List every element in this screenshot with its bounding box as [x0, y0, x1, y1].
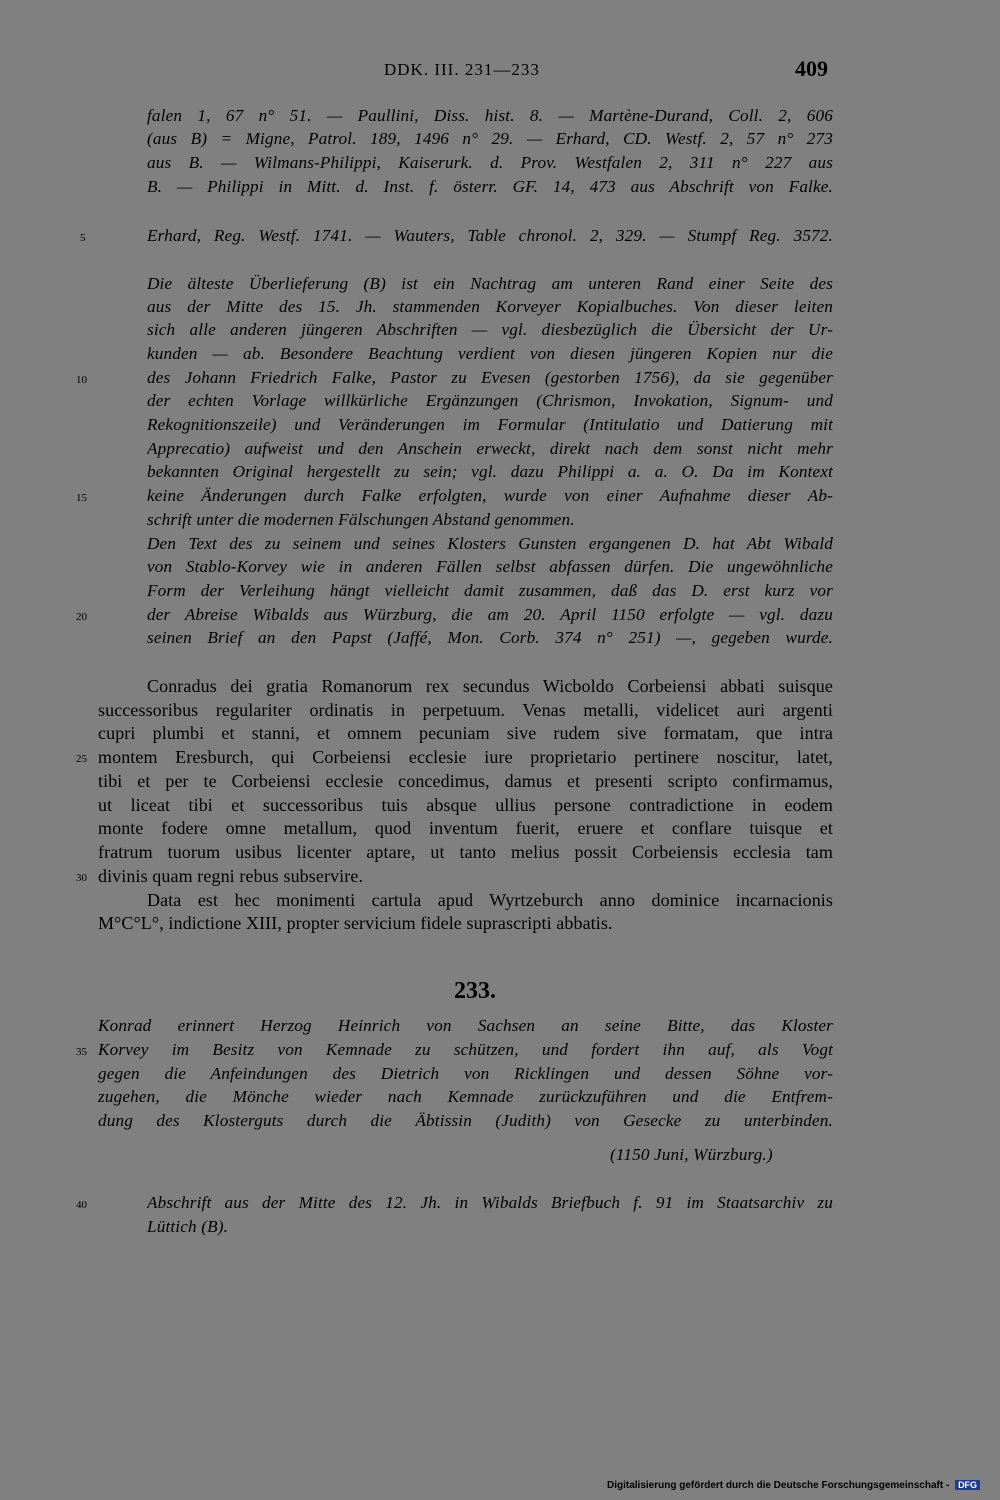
text-line: der Abreise Wibalds aus Würzburg, die am 20. April 1150 erfolgte — vgl. dazu [147, 605, 833, 624]
text-line: (aus B) = Migne, Patrol. 189, 1496 n° 29. — Erhard, CD. Westf. 2, 57 n° 273 [147, 129, 833, 148]
text-line: Rekognitionszeile) und Veränderungen im Formular (Intitulatio und Datierung mit [147, 415, 833, 434]
line-number: 20 [76, 611, 87, 623]
document-number: 233. [454, 978, 496, 1004]
text-line: monte fodere omne metallum, quod inventum fuerit, eruere et conflare tuisque et [98, 818, 833, 838]
text-line: montem Eresburch, qui Corbeiensi ecclesie iure proprietario pertinere noscitur, latet, [98, 747, 833, 767]
line-number: 5 [80, 232, 86, 244]
text-line: schrift unter die modernen Fälschungen Abstand genommen. [147, 510, 575, 529]
text-line: Die älteste Überlieferung (B) ist ein Nachtrag am unteren Rand einer Seite des [147, 274, 833, 293]
line-number: 30 [76, 872, 87, 884]
text-line: divinis quam regni rebus subservire. [98, 866, 364, 886]
page-number: 409 [795, 56, 828, 81]
text-line: successoribus regulariter ordinatis in perpetuum. Venas metalli, videlicet auri argenti [98, 700, 833, 720]
text-line: sich alle anderen jüngeren Abschriften — vgl. diesbezüglich die Übersicht der Ur- [147, 320, 833, 339]
text-line: cupri plumbi et stanni, et omnem pecuniam sive rudem sive formatam, que intra [98, 723, 833, 743]
text-line: dung des Klosterguts durch die Äbtissin (Judith) von Gesecke zu unterbinden. [98, 1111, 833, 1130]
text-line: seinen Brief an den Papst (Jaffé, Mon. Corb. 374 n° 251) —, gegeben wurde. [147, 628, 833, 647]
text-line: M°C°L°, indictione XIII, propter servicium fidele suprascripti abbatis. [98, 913, 613, 933]
text-line: zugehen, die Mönche wieder nach Kemnade zurückzuführen und die Entfrem- [98, 1087, 833, 1106]
line-number: 40 [76, 1199, 87, 1211]
running-head: DDK. III. 231—233 [384, 60, 540, 79]
page-header [0, 58, 1000, 88]
text-line: keine Änderungen durch Falke erfolgten, wurde von einer Aufnahme dieser Ab- [147, 486, 833, 505]
text-line: aus B. — Wilmans-Philippi, Kaiserurk. d. Prov. Westfalen 2, 311 n° 227 aus [147, 153, 833, 172]
line-number: 15 [76, 492, 87, 504]
text-line: Korvey im Besitz von Kemnade zu schützen, und fordert ihn auf, als Vogt [98, 1040, 833, 1059]
text-line: der echten Vorlage willkürliche Ergänzungen (Chrismon, Invokation, Signum- und [147, 391, 833, 410]
text-line: falen 1, 67 n° 51. — Paullini, Diss. hist. 8. — Martène-Durand, Coll. 2, 606 [147, 106, 833, 125]
text-line: Lüttich (B). [147, 1217, 229, 1236]
text-line: tibi et per te Corbeiensi ecclesie concedimus, damus et presenti scripto confirmamus, [98, 771, 833, 791]
line-number: 10 [76, 374, 87, 386]
text-line: fratrum tuorum usibus licenter aptare, ut tanto melius possit Corbeiensis ecclesia tam [98, 842, 833, 862]
footer [607, 1480, 980, 1491]
text-line: ut liceat tibi et successoribus tuis absque ullius persone contradictione in eodem [98, 795, 833, 815]
text-line: kunden — ab. Besondere Beachtung verdient von diesen jüngeren Kopien nur die [147, 344, 833, 363]
text-line: Konrad erinnert Herzog Heinrich von Sachsen an seine Bitte, das Kloster [98, 1016, 833, 1035]
text-line: Den Text des zu seinem und seines Klosters Gunsten ergangenen D. hat Abt Wibald [147, 534, 833, 553]
text-line: gegen die Anfeindungen des Dietrich von Ricklingen und dessen Söhne vor- [98, 1064, 833, 1083]
dfg-logo: DFG [955, 1480, 980, 1490]
text-line: Data est hec monimenti cartula apud Wyrtzeburch anno dominice incarnacionis [147, 890, 833, 910]
footer-text: Digitalisierung gefördert durch die Deutsche Forschungsgemeinschaft - [607, 1480, 950, 1491]
text-line: Form der Verleihung hängt vielleicht damit zusammen, daß das D. erst kurz vor [147, 581, 833, 600]
text-line: Conradus dei gratia Romanorum rex secundus Wicboldo Corbeiensi abbati suisque [147, 676, 833, 696]
text-line: Abschrift aus der Mitte des 12. Jh. in Wibalds Briefbuch f. 91 im Staatsarchiv zu [147, 1193, 833, 1212]
text-line: aus der Mitte des 15. Jh. stammenden Korveyer Kopialbuches. Von dieser leiten [147, 297, 833, 316]
text-line: des Johann Friedrich Falke, Pastor zu Evesen (gestorben 1756), da sie gegenüber [147, 368, 833, 387]
text-line: bekannten Original hergestellt zu sein; vgl. dazu Philippi a. a. O. Da im Kontext [147, 462, 833, 481]
text-line: B. — Philippi in Mitt. d. Inst. f. österr. GF. 14, 473 aus Abschrift von Falke. [147, 177, 833, 196]
line-number: 25 [76, 753, 87, 765]
text-line: (1150 Juni, Würzburg.) [610, 1145, 773, 1164]
line-number: 35 [76, 1046, 87, 1058]
text-line: von Stablo-Korvey wie in anderen Fällen selbst abfassen dürfen. Die ungewöhnliche [147, 557, 833, 576]
text-line: Apprecatio) aufweist und den Anschein erweckt, direkt nach dem sonst nicht mehr [147, 439, 833, 458]
text-line: Erhard, Reg. Westf. 1741. — Wauters, Table chronol. 2, 329. — Stumpf Reg. 3572. [147, 226, 833, 245]
